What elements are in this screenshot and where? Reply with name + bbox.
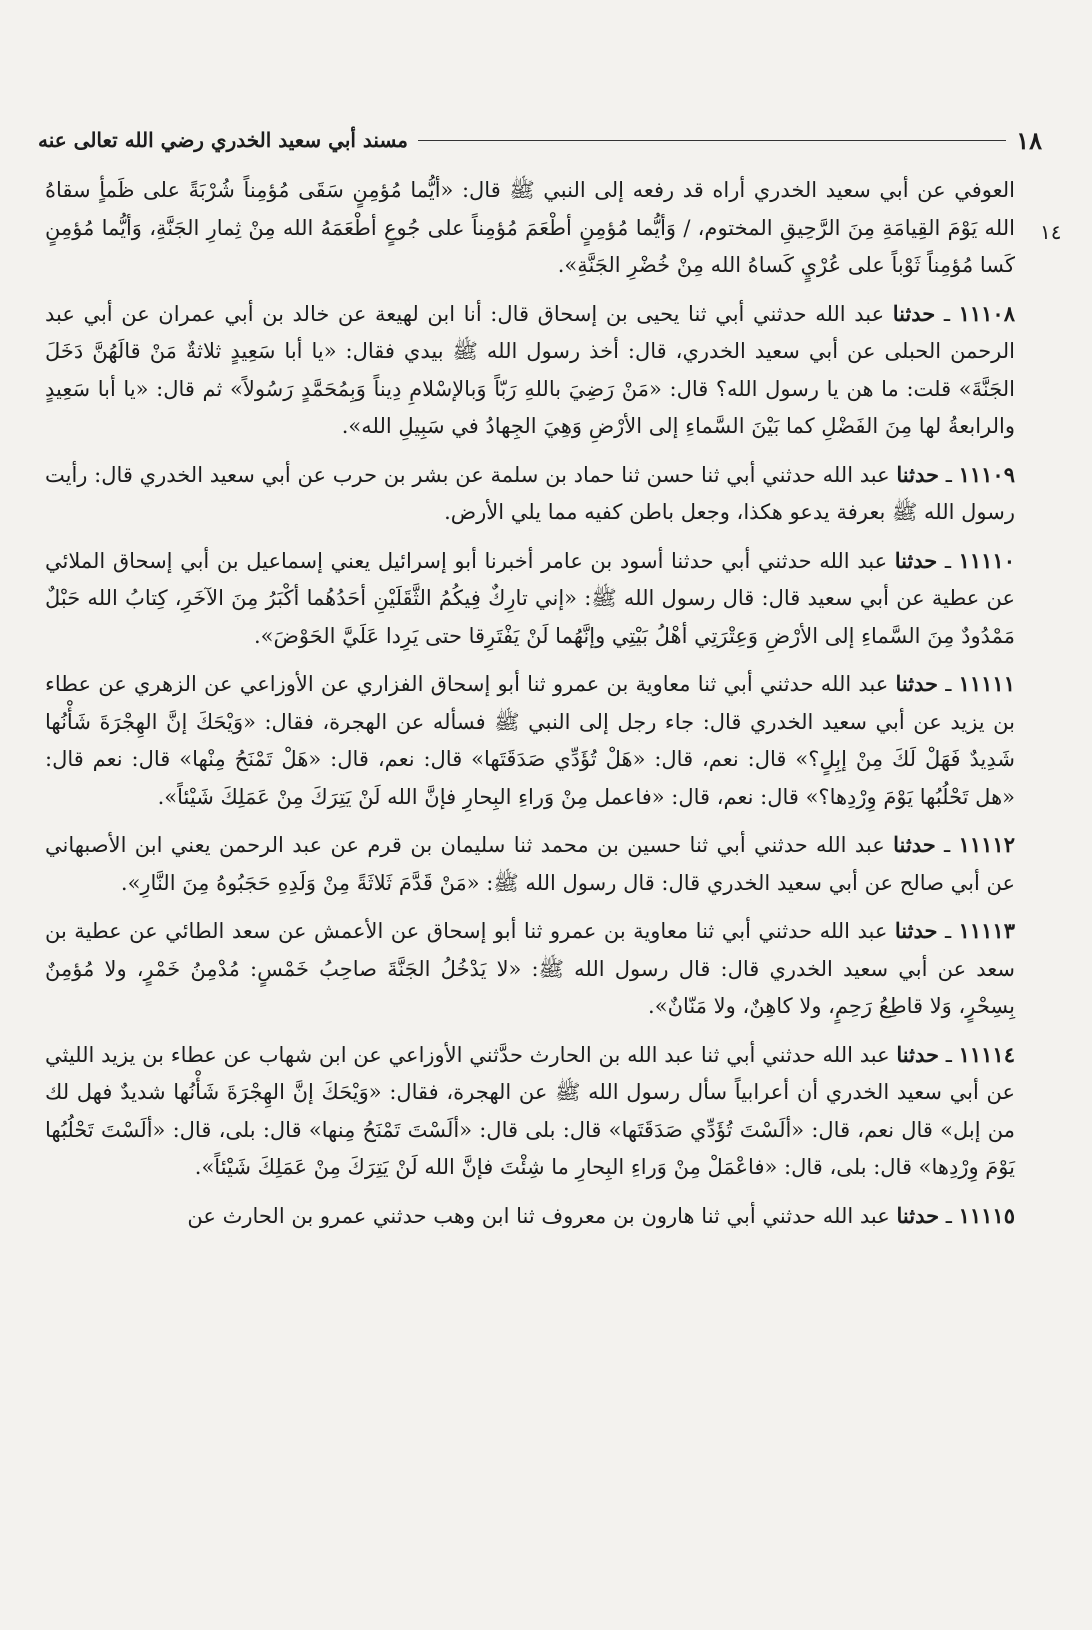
hadith-keyword: حدثنا (892, 300, 936, 326)
hadith-number: ١١١١٣ (958, 918, 1015, 943)
hadith-paragraph: ١١١١٣ ـ حدثنا عبد الله حدثني أبي ثنا معاوية بن عمرو ثنا أبو إسحاق عن الأعمش عن سعد الطائي عن عطية بن سعد عن أبي سعيد الخدري قال: قال رسول الله ﷺ: «لا يَدْخُلُ الجَنَّةَ صاحِبُ خَمْسٍ: مُدْمِنُ خَمْرٍ، ولا مُؤمِنٌ بِسِحْرٍ، وَلا قاطِعُ رَحِمٍ، ولا كاهِنٌ، ولا مَنّانٌ». (45, 918, 1015, 1018)
hadith-number: ١١١١١ (958, 671, 1015, 696)
header-rule (418, 140, 1006, 141)
hadith-text: عبد الله حدثني أبي ثنا عبد الله بن الحارث حدَّثني الأوزاعي عن ابن شهاب عن عطاء بن يزيد الليثي عن أبي سعيد الخدري أن أعرابياً سأل رسول الله ﷺ عن الهجرة، فقال: «وَيْحَكَ إنَّ الهِجْرَةَ شَأْنُها شديدٌ فهل لك من إبل» قال نعم، قال: «ألَسْتَ تُؤَدِّي صَدَقَتَها» قال: بلى قال: «ألَسْتَ تَمْنَحُ مِنها» قال: بلى، قال: «ألَسْتَ تَحْلُبُها يَوْمَ وِرْدِها» قال: بلى، قال: «فاعْمَلْ مِنْ وَراءِ البِحارِ ما شِئْتَ فإنَّ الله لَنْ يَتِرَكَ مِنْ عَمَلِكَ شَيْئاً». (45, 1042, 1015, 1179)
hadith-text: عبد الله حدثني أبي ثنا يحيى بن إسحاق قال: أنا ابن لهيعة عن خالد بن أبي عمران عن أبي عبد الرحمن الحبلى عن أبي سعيد الخدري، قال: أخذ رسول الله ﷺ بيدي فقال: «يا أبا سَعِيدٍ ثلاثةٌ مَنْ قالَهُنَّ دَخَلَ الجَنَّةَ» قلت: ما هن يا رسول الله؟ قال: «مَنْ رَضِيَ باللهِ رَبّاً وَبالإسْلامِ دِيناً وَبِمُحَمَّدٍ رَسُولاً» ثم قال: «يا أبا سَعِيدٍ والرابعةُ لها مِنَ الفَضْلِ كما بَيْنَ السَّماءِ إلى الأرْضِ وَهِيَ الجِهادُ في سَبِيلِ الله». (45, 301, 1016, 438)
hadith-number: ١١١٠٨ (958, 300, 1015, 326)
page-header (38, 118, 1042, 162)
page-number: ١٨ (1016, 125, 1042, 155)
hadith-paragraph: ١١١٠٨ ـ حدثنا عبد الله حدثني أبي ثنا يحيى بن إسحاق قال: أنا ابن لهيعة عن خالد بن أبي عمران عن أبي عبد الرحمن الحبلى عن أبي سعيد الخدري، قال: أخذ رسول الله ﷺ بيدي فقال: «يا أبا سَعِيدٍ ثلاثةٌ مَنْ قالَهُنَّ دَخَلَ الجَنَّةَ» قلت: ما هن يا رسول الله؟ قال: «مَنْ رَضِيَ باللهِ رَبّاً وَبالإسْلامِ دِيناً وَبِمُحَمَّدٍ رَسُولاً» ثم قال: «يا أبا سَعِيدٍ والرابعةُ لها مِنَ الفَضْلِ كما بَيْنَ السَّماءِ إلى الأرْضِ وَهِيَ الجِهادُ في سَبِيلِ الله». (45, 300, 1016, 438)
hadith-number: ١١١١٥ (958, 1202, 1015, 1228)
hadith-number: ١١١١٤ (958, 1041, 1015, 1067)
hadith-keyword: حدثنا (896, 461, 939, 487)
hadith-text: عبد الله حدثني أبي ثنا حسين بن محمد ثنا سليمان بن قرم عن عبد الرحمن يعني ابن الأصبهاني عن أبي صالح عن أبي سعيد الخدري قال: قال رسول الله ﷺ: «مَنْ قَدَّمَ ثَلاثَةً مِنْ وَلَدِهِ حَجَبُوهُ مِنَ النَّارِ». (45, 833, 1015, 895)
paragraph-continuation (45, 172, 1015, 285)
hadith-paragraph: ١١١١٤ ـ حدثنا عبد الله حدثني أبي ثنا عبد الله بن الحارث حدَّثني الأوزاعي عن ابن شهاب عن عطاء بن يزيد الليثي عن أبي سعيد الخدري أن أعرابياً سأل رسول الله ﷺ عن الهجرة، فقال: «وَيْحَكَ إنَّ الهِجْرَةَ شَأْنُها شديدٌ فهل لك من إبل» قال نعم، قال: «ألَسْتَ تُؤَدِّي صَدَقَتَها» قال: بلى قال: «ألَسْتَ تَمْنَحُ مِنها» قال: بلى، قال: «ألَسْتَ تَحْلُبُها يَوْمَ وِرْدِها» قال: بلى، قال: «فاعْمَلْ مِنْ وَراءِ البِحارِ ما شِئْتَ فإنَّ الله لَنْ يَتِرَكَ مِنْ عَمَلِكَ شَيْئاً». (45, 1041, 1015, 1179)
hadith-paragraph: ١١١١١ ـ حدثنا عبد الله حدثني أبي ثنا معاوية بن عمرو ثنا أبو إسحاق الفزاري عن الأوزاعي عن الزهري عن عطاء بن يزيد عن أبي سعيد الخدري قال: جاء رجل إلى النبي ﷺ فسأله عن الهجرة، فقال: «وَيْحَكَ إنَّ الهِجْرَةَ شَأْنُها شَدِيدٌ فَهَلْ لَكَ مِنْ إبِلٍ؟» قال: نعم، قال: «هَلْ تُؤَدِّي صَدَقَتَها» قال: نعم، قال: «هَلْ تَمْنَحُ مِنْها» قال: نعم قال: «هل تَحْلُبُها يَوْمَ وِرْدِها؟» قال: نعم، قال: «فاعمل مِنْ وَراءِ البِحارِ فإنَّ الله لَنْ يَتِرَكَ مِنْ عَمَلِكَ شَيْئاً». (45, 671, 1015, 809)
hadith-text: عبد الله حدثني أبي ثنا معاوية بن عمرو ثنا أبو إسحاق الفزاري عن الأوزاعي عن الزهري عن عطاء بن يزيد عن أبي سعيد الخدري قال: جاء رجل إلى النبي ﷺ فسأله عن الهجرة، فقال: «وَيْحَكَ إنَّ الهِجْرَةَ شَأْنُها شَدِيدٌ فَهَلْ لَكَ مِنْ إبِلٍ؟» قال: نعم، قال: «هَلْ تُؤَدِّي صَدَقَتَها» قال: نعم، قال: «هَلْ تَمْنَحُ مِنْها» قال: نعم قال: «هل تَحْلُبُها يَوْمَ وِرْدِها؟» قال: نعم، قال: «فاعمل مِنْ وَراءِ البِحارِ فإنَّ الله لَنْ يَتِرَكَ مِنْ عَمَلِكَ شَيْئاً». (45, 672, 1015, 809)
paragraph-text: العوفي عن أبي سعيد الخدري أراه قد رفعه إلى النبي ﷺ قال: «أيُّما مُؤمِنٍ سَقَى مُؤمِناً شُرْبَةً على ظَمأٍ سقاهُ الله يَوْمَ القِيامَةِ مِنَ الرَّحِيقِ المختوم، / وَأيُّما مُؤمِنٍ أطْعَمَ مُؤمِناً على جُوعٍ أطْعَمَهُ الله مِنْ ثِمارِ الجَنَّةِ، وَأيُّما مُؤمِنٍ كَسا مُؤمِناً ثَوْباً على عُرْيٍ كَساهُ الله مِنْ خُضْرِ الجَنَّةِ». (45, 178, 1015, 277)
hadith-paragraph: ١١١٠٩ ـ حدثنا عبد الله حدثني أبي ثنا حسن ثنا حماد بن سلمة عن بشر بن حرب عن أبي سعيد الخدري قال: رأيت رسول الله ﷺ بعرفة يدعو هكذا، وجعل باطن كفيه مما يلي الأرض. (45, 461, 1015, 524)
page-body (45, 172, 1015, 1245)
hadith-paragraph: ١١١١٥ ـ حدثنا عبد الله حدثني أبي ثنا هارون بن معروف ثنا ابن وهب حدثني عمرو بن الحارث عن (187, 1202, 1015, 1228)
hadith-keyword: حدثنا (894, 918, 938, 943)
hadith-keyword: حدثنا (896, 1041, 939, 1067)
hadith-paragraph: ١١١١٢ ـ حدثنا عبد الله حدثني أبي ثنا حسين بن محمد ثنا سليمان بن قرم عن عبد الرحمن يعني ابن الأصبهاني عن أبي صالح عن أبي سعيد الخدري قال: قال رسول الله ﷺ: «مَنْ قَدَّمَ ثَلاثَةً مِنْ وَلَدِهِ حَجَبُوهُ مِنَ النَّارِ». (45, 832, 1015, 895)
hadith-text: عبد الله حدثني أبي ثنا معاوية بن عمرو ثنا أبو إسحاق عن الأعمش عن سعد الطائي عن عطية بن سعد عن أبي سعيد الخدري قال: قال رسول الله ﷺ: «لا يَدْخُلُ الجَنَّةَ صاحِبُ خَمْسٍ: مُدْمِنُ خَمْرٍ، ولا مُؤمِنٌ بِسِحْرٍ، وَلا قاطِعُ رَحِمٍ، ولا كاهِنٌ، ولا مَنّانٌ». (45, 919, 1015, 1018)
hadith-number: ١١١٠٩ (958, 461, 1015, 487)
hadith-number: ١١١١٠ (958, 547, 1015, 573)
hadith-number: ١١١١٢ (958, 832, 1015, 857)
hadith-text: عبد الله حدثني أبي ثنا هارون بن معروف ثنا ابن وهب حدثني عمرو بن الحارث عن (187, 1203, 890, 1228)
hadith-keyword: حدثنا (894, 547, 938, 573)
margin-page-marker: ١٤ (1040, 220, 1062, 244)
running-title: مسند أبي سعيد الخدري رضي الله تعالى عنه (38, 128, 408, 152)
hadith-paragraph: ١١١١٠ ـ حدثنا عبد الله حدثني أبي حدثنا أسود بن عامر أخبرنا أبو إسرائيل يعني إسماعيل بن أبي إسحاق الملائي عن عطية عن أبي سعيد قال: قال رسول الله ﷺ: «إني تارِكٌ فِيكُمُ الثَّقَلَيْنِ أحَدُهُما أكْبَرُ مِنَ الآخَرِ، كِتابُ الله حَبْلٌ مَمْدُودٌ مِنَ السَّماءِ إلى الأرْضِ وَعِتْرَتِي أهْلُ بَيْتِي وإنَّهُما لَنْ يَفْتَرِقا حتى يَرِدا عَلَيَّ الحَوْضَ». (45, 547, 1015, 648)
hadith-text: عبد الله حدثني أبي حدثنا أسود بن عامر أخبرنا أبو إسرائيل يعني إسماعيل بن أبي إسحاق الملائي عن عطية عن أبي سعيد قال: قال رسول الله ﷺ: «إني تارِكٌ فِيكُمُ الثَّقَلَيْنِ أحَدُهُما أكْبَرُ مِنَ الآخَرِ، كِتابُ الله حَبْلٌ مَمْدُودٌ مِنَ السَّماءِ إلى الأرْضِ وَعِتْرَتِي أهْلُ بَيْتِي وإنَّهُما لَنْ يَفْتَرِقا حتى يَرِدا عَلَيَّ الحَوْضَ». (45, 548, 1015, 648)
hadith-keyword: حدثنا (896, 1202, 940, 1228)
hadith-keyword: حدثنا (893, 832, 936, 857)
hadith-keyword: حدثنا (895, 671, 939, 696)
hadith-text: عبد الله حدثني أبي ثنا حسن ثنا حماد بن سلمة عن بشر بن حرب عن أبي سعيد الخدري قال: رأيت رسول الله ﷺ بعرفة يدعو هكذا، وجعل باطن كفيه مما يلي الأرض. (45, 462, 1015, 524)
